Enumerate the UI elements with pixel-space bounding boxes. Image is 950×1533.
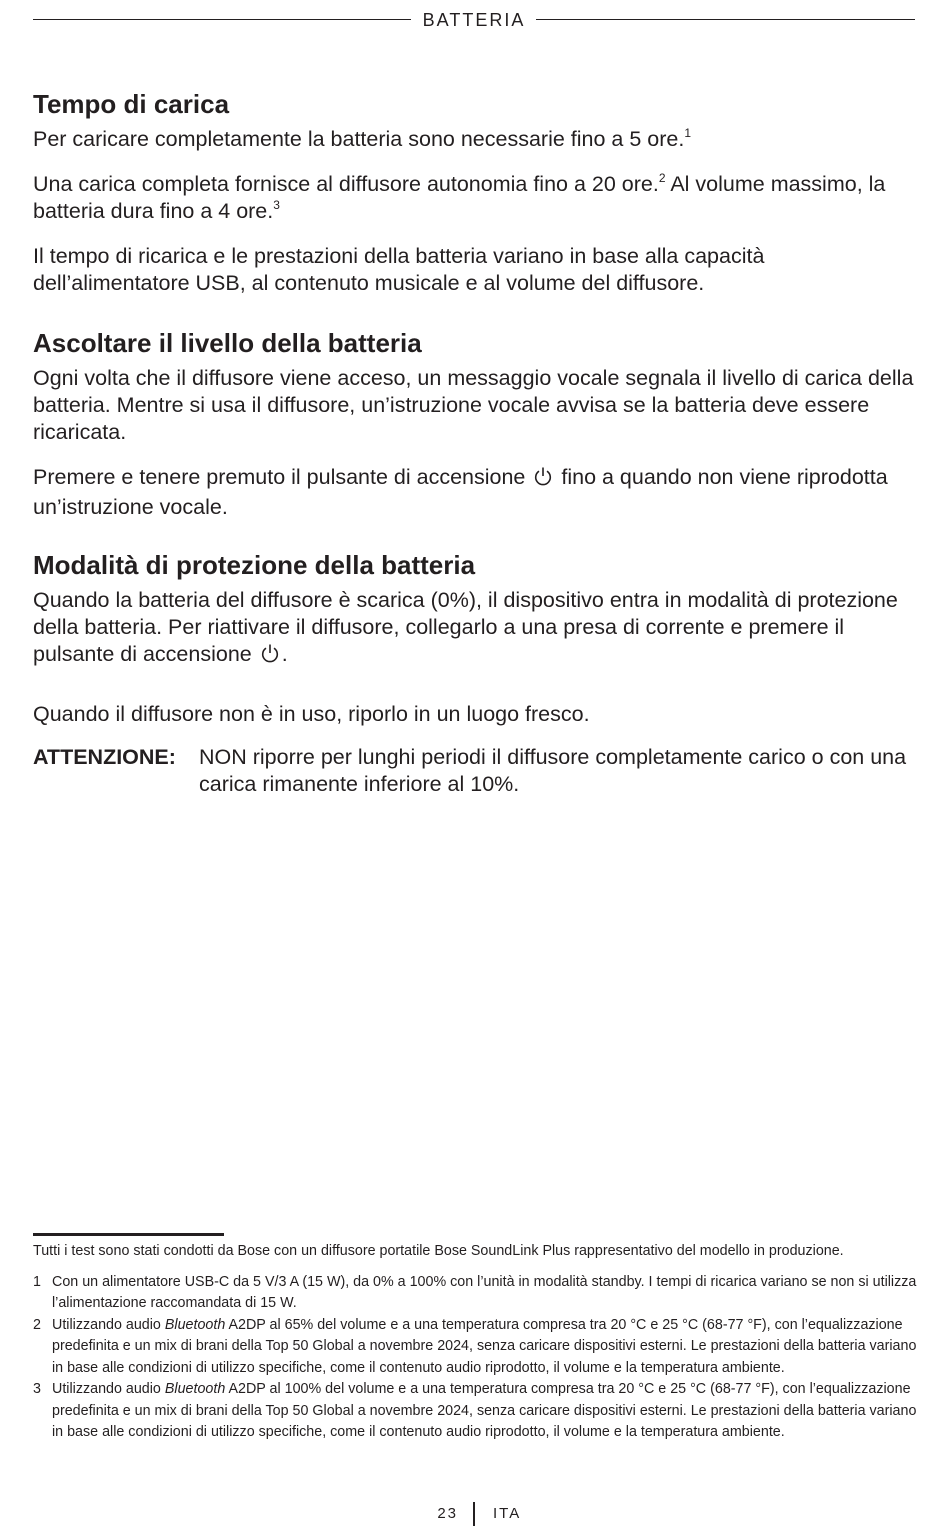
footnote-number: 2 [33, 1316, 41, 1333]
heading-charge-time: Tempo di carica [33, 89, 230, 119]
footnote-ref-3: 3 [273, 198, 280, 212]
warning-text: NON riporre per lunghi periodi il diffusore completamente carico o con una carica rimanente inferiore al 10%. [199, 745, 907, 796]
footnote-3 [33, 1379, 918, 1444]
listen-level-paragraph-2 [33, 464, 918, 521]
power-icon [533, 466, 553, 494]
footnote-ref-2: 2 [658, 171, 666, 185]
footnote-ref-1: 1 [684, 126, 692, 140]
power-icon [260, 643, 280, 671]
footnote-text-pre: Utilizzando audio [52, 1316, 165, 1333]
charge-time-text-2b: Al volume massimo, la batteria dura fino a 4 ore. [33, 172, 886, 223]
page-number: 23 [437, 1505, 458, 1522]
listen-level-paragraph-1: Ogni volta che il diffusore viene acceso, un messaggio vocale segnala il livello di carica della batteria. Mentre si usa il diffusore, un’istruzione vocale avvisa se la batteria deve essere ricaricata. [33, 366, 914, 444]
footnote-text-brand: Bluetooth [164, 1381, 226, 1397]
protection-paragraph-2: Quando il diffusore non è in uso, riporlo in un luogo fresco. [33, 702, 590, 726]
footnote-text-pre: Utilizzando audio [52, 1381, 165, 1397]
footnote-1 [33, 1272, 918, 1315]
footnote-divider [33, 1233, 224, 1236]
footnote-text-brand: Bluetooth [164, 1316, 226, 1333]
footnote-text: Con un alimentatore USB-C da 5 V/3 A (15 W), da 0% a 100% con l’unità in modalità standby. I tempi di ricarica variano se non si utilizza l’alimentazione raccomandata di 15 W. [52, 1273, 917, 1311]
header-rule-left [33, 19, 411, 20]
main-content [33, 88, 918, 798]
protection-paragraph-1 [33, 587, 918, 671]
footnote-number: 1 [33, 1273, 41, 1290]
charge-time-text-1: Per caricare completamente la batteria sono necessarie fino a 5 ore. [33, 127, 685, 151]
footnote-text-post: A2DP al 65% del volume e a una temperatura compresa tra 20 °C e 25 °C (68-77 °F), con l’equalizzazione predefinita e un mix di brani della Top 50 Global a novembre 2024, senza caricare dispositivi esterni. Le prestazioni della batteria variano in base alle condizioni di utilizzo specifiche, come il contenuto audio riprodotto, il volume e la temperatura ambiente. [52, 1316, 917, 1376]
protection-text-1b: . [281, 642, 288, 666]
page-header [33, 8, 915, 32]
footnote-text [52, 1379, 918, 1444]
header-rule-right [536, 19, 915, 20]
footnotes-intro: Tutti i test sono stati condotti da Bose con un diffusore portatile Bose SoundLink Plus rappresentativo del modello in produzione. [33, 1243, 844, 1259]
footnotes [33, 1241, 918, 1444]
footnote-text-post: A2DP al 100% del volume e a una temperatura compresa tra 20 °C e 25 °C (68-77 °F), con l’equalizzazione predefinita e un mix di brani della Top 50 Global a novembre 2024, senza caricare dispositivi esterni. Le prestazioni della batteria variano in base alle condizioni di utilizzo specifiche, come il contenuto audio riprodotto, il volume e la temperatura ambiente. [52, 1381, 917, 1440]
footnote-2 [33, 1315, 918, 1380]
charge-time-text-2a: Una carica completa fornisce al diffusore autonomia fino a 20 ore. [33, 172, 659, 196]
warning-label: ATTENZIONE: [33, 745, 176, 769]
listen-level-text-2b: fino a quando non viene riprodotta un’istruzione vocale. [33, 465, 888, 519]
language-code: ITA [493, 1505, 522, 1522]
listen-level-text-2a: Premere e tenere premuto il pulsante di accensione [33, 465, 526, 489]
protection-text-1a: Quando la batteria del diffusore è scarica (0%), il dispositivo entra in modalità di protezione della batteria. Per riattivare il diffusore, collegarlo a una presa di corrente e premere il pulsante di accensione [33, 588, 898, 666]
charge-time-paragraph-1 [33, 126, 918, 153]
heading-listen-level: Ascoltare il livello della batteria [33, 328, 422, 358]
header-title: BATTERIA [422, 10, 526, 30]
charge-time-paragraph-3: Il tempo di ricarica e le prestazioni della batteria variano in base alla capacità dell’alimentatore USB, al contenuto musicale e al volume del diffusore. [33, 244, 765, 295]
charge-time-paragraph-2 [33, 171, 918, 225]
footer-separator [473, 1502, 475, 1526]
footnote-number: 3 [33, 1381, 41, 1397]
warning-block [33, 744, 918, 798]
footnote-text [52, 1315, 918, 1380]
page-footer [0, 1502, 950, 1526]
heading-protection: Modalità di protezione della batteria [33, 550, 476, 580]
